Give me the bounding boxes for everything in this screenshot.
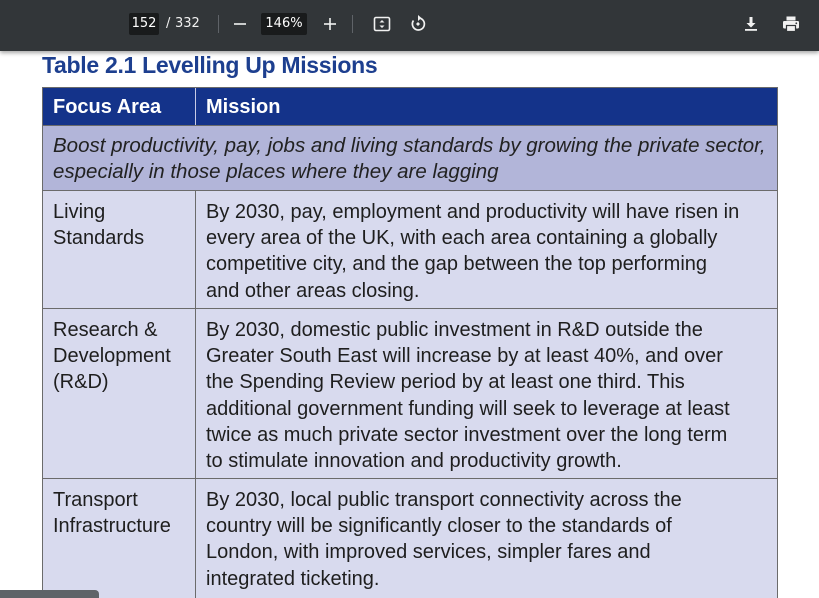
status-bubble bbox=[0, 590, 99, 598]
table-banner: Boost productivity, pay, jobs and living standards by growing the private sector, especially in those places where they are lagging bbox=[43, 126, 777, 191]
rotate-icon bbox=[408, 14, 428, 34]
page-number-input[interactable]: 152 bbox=[129, 13, 159, 35]
plus-icon bbox=[323, 17, 337, 31]
toolbar-divider bbox=[218, 15, 219, 33]
table-header-row bbox=[43, 88, 777, 126]
print-icon bbox=[782, 15, 800, 33]
minus-icon bbox=[233, 17, 247, 31]
mission-cell: By 2030, domestic public investment in R&D outside the Greater South East will increase by at least 40%, and over the Spending Review period by at least one third. This additional government funding will seek to leverage at least twice as much private sector investment over the long term to stimulate innovation and productivity growth. bbox=[206, 319, 730, 473]
mission-cell: By 2030, pay, employment and productivity will have risen in every area of the UK, with each area containing a globally competitive city, and the gap between the top performing and other areas closing. bbox=[206, 201, 740, 302]
download-button[interactable] bbox=[739, 12, 763, 36]
table-row bbox=[43, 309, 777, 479]
table-row bbox=[43, 479, 777, 598]
fit-page-icon bbox=[373, 15, 391, 33]
table-row bbox=[43, 191, 777, 309]
mission-cell: By 2030, local public transport connectivity across the country will be significantly closer to the standards of London, with improved services, simpler fares and integrated ticketing. bbox=[206, 489, 682, 590]
zoom-input[interactable]: 146% bbox=[261, 13, 307, 35]
page-total: 332 bbox=[175, 16, 200, 31]
focus-area-cell: Research & Development (R&D) bbox=[43, 309, 196, 478]
header-mission: Mission bbox=[206, 96, 281, 118]
focus-area-cell: Transport Infrastructure bbox=[43, 479, 196, 598]
focus-area-cell: Living Standards bbox=[43, 191, 196, 308]
pdf-toolbar bbox=[0, 0, 819, 51]
page-separator: / bbox=[166, 16, 171, 31]
table-title: Table 2.1 Levelling Up Missions bbox=[42, 52, 378, 78]
header-focus-area: Focus Area bbox=[43, 88, 196, 125]
download-icon bbox=[743, 16, 759, 32]
fit-page-button[interactable] bbox=[370, 12, 394, 36]
rotate-button[interactable] bbox=[406, 12, 430, 36]
missions-table bbox=[42, 87, 778, 598]
zoom-in-button[interactable] bbox=[318, 12, 342, 36]
zoom-out-button[interactable] bbox=[228, 12, 252, 36]
pdf-page-view[interactable] bbox=[0, 51, 819, 598]
toolbar-divider bbox=[352, 15, 353, 33]
print-button[interactable] bbox=[779, 12, 803, 36]
